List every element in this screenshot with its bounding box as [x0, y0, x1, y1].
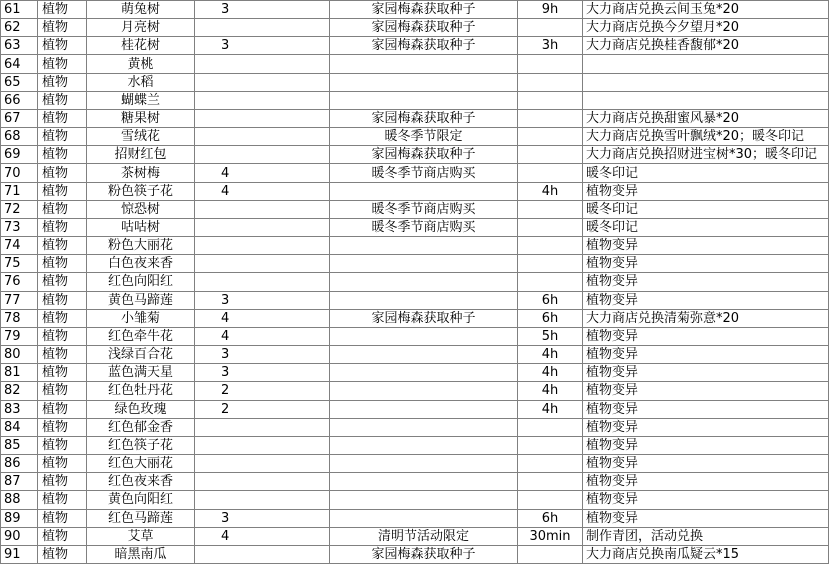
table-row: [1, 292, 829, 310]
category-cell[interactable]: 植物: [38, 183, 87, 201]
category-cell[interactable]: 植物: [38, 382, 87, 400]
exchange-note-cell[interactable]: 植物变异: [583, 183, 829, 201]
source-cell[interactable]: 家园梅森获取种子: [330, 146, 518, 164]
plant-name-cell[interactable]: 黄色向阳红: [87, 491, 195, 509]
quantity-cell[interactable]: 4: [195, 328, 330, 346]
plant-name-cell[interactable]: 月亮树: [87, 19, 195, 37]
quantity-cell[interactable]: [195, 237, 330, 255]
table-row: [1, 110, 829, 128]
quantity-cell[interactable]: 3: [195, 1, 330, 19]
source-cell[interactable]: [330, 328, 518, 346]
source-cell[interactable]: [330, 401, 518, 419]
row-number-cell[interactable]: 87: [1, 473, 38, 491]
category-cell[interactable]: 植物: [38, 491, 87, 509]
category-cell[interactable]: 植物: [38, 219, 87, 237]
row-number-cell[interactable]: 69: [1, 146, 38, 164]
category-cell[interactable]: 植物: [38, 92, 87, 110]
source-cell[interactable]: [330, 237, 518, 255]
source-cell[interactable]: 暖冬季节商店购买: [330, 219, 518, 237]
growth-time-cell[interactable]: 9h: [518, 1, 583, 19]
source-cell[interactable]: 家园梅森获取种子: [330, 110, 518, 128]
table-row: [1, 255, 829, 273]
quantity-cell[interactable]: [195, 128, 330, 146]
table-row: [1, 128, 829, 146]
plant-name-cell[interactable]: 红色向阳红: [87, 273, 195, 291]
growth-time-cell[interactable]: 6h: [518, 292, 583, 310]
row-number-cell[interactable]: 81: [1, 364, 38, 382]
source-cell[interactable]: [330, 455, 518, 473]
exchange-note-cell[interactable]: 大力商店兑换招财进宝树*30；暖冬印记: [583, 146, 829, 164]
growth-time-cell[interactable]: [518, 74, 583, 92]
growth-time-cell[interactable]: 4h: [518, 382, 583, 400]
growth-time-cell[interactable]: [518, 92, 583, 110]
exchange-note-cell[interactable]: 大力商店兑换清菊弥意*20: [583, 310, 829, 328]
source-cell[interactable]: [330, 382, 518, 400]
growth-time-cell[interactable]: [518, 19, 583, 37]
plant-name-cell[interactable]: 暗黑南瓜: [87, 546, 195, 564]
growth-time-cell[interactable]: [518, 473, 583, 491]
table-row: [1, 37, 829, 55]
table-row: [1, 146, 829, 164]
source-cell[interactable]: [330, 74, 518, 92]
plant-name-cell[interactable]: 粉色筷子花: [87, 183, 195, 201]
category-cell[interactable]: 植物: [38, 419, 87, 437]
table-row: [1, 183, 829, 201]
plant-name-cell[interactable]: 雪绒花: [87, 128, 195, 146]
category-cell[interactable]: 植物: [38, 346, 87, 364]
source-cell[interactable]: 家园梅森获取种子: [330, 310, 518, 328]
quantity-cell[interactable]: 4: [195, 528, 330, 546]
row-number-cell[interactable]: 82: [1, 382, 38, 400]
exchange-note-cell[interactable]: 植物变异: [583, 473, 829, 491]
quantity-cell[interactable]: 2: [195, 401, 330, 419]
row-number-cell[interactable]: 74: [1, 237, 38, 255]
category-cell[interactable]: 植物: [38, 255, 87, 273]
exchange-note-cell[interactable]: 植物变异: [583, 437, 829, 455]
category-cell[interactable]: 植物: [38, 237, 87, 255]
category-cell[interactable]: 植物: [38, 37, 87, 55]
table-row: [1, 237, 829, 255]
plant-name-cell[interactable]: 白色夜来香: [87, 255, 195, 273]
exchange-note-cell[interactable]: 植物变异: [583, 510, 829, 528]
exchange-note-cell[interactable]: 大力商店兑换桂香馥郁*20: [583, 37, 829, 55]
plant-name-cell[interactable]: 红色牡丹花: [87, 382, 195, 400]
exchange-note-cell[interactable]: 大力商店兑换南瓜疑云*15: [583, 546, 829, 564]
quantity-cell[interactable]: 2: [195, 382, 330, 400]
table-row: [1, 546, 829, 564]
exchange-note-cell[interactable]: 制作青团，活动兑换: [583, 528, 829, 546]
category-cell[interactable]: 植物: [38, 146, 87, 164]
plant-name-cell[interactable]: 红色大丽花: [87, 455, 195, 473]
table-row: [1, 328, 829, 346]
growth-time-cell[interactable]: [518, 255, 583, 273]
row-number-cell[interactable]: 78: [1, 310, 38, 328]
growth-time-cell[interactable]: 6h: [518, 310, 583, 328]
source-cell[interactable]: [330, 491, 518, 509]
plant-name-cell[interactable]: 招财红包: [87, 146, 195, 164]
quantity-cell[interactable]: [195, 455, 330, 473]
source-cell[interactable]: [330, 473, 518, 491]
exchange-note-cell[interactable]: 植物变异: [583, 491, 829, 509]
exchange-note-cell[interactable]: 植物变异: [583, 364, 829, 382]
plant-name-cell[interactable]: 萌兔树: [87, 1, 195, 19]
source-cell[interactable]: 家园梅森获取种子: [330, 37, 518, 55]
exchange-note-cell[interactable]: [583, 92, 829, 110]
quantity-cell[interactable]: 3: [195, 510, 330, 528]
plant-name-cell[interactable]: 浅绿百合花: [87, 346, 195, 364]
table-row: [1, 74, 829, 92]
category-cell[interactable]: 植物: [38, 273, 87, 291]
growth-time-cell[interactable]: [518, 146, 583, 164]
source-cell[interactable]: 清明节活动限定: [330, 528, 518, 546]
quantity-cell[interactable]: [195, 201, 330, 219]
growth-time-cell[interactable]: [518, 437, 583, 455]
exchange-note-cell[interactable]: 暖冬印记: [583, 219, 829, 237]
exchange-note-cell[interactable]: 植物变异: [583, 346, 829, 364]
quantity-cell[interactable]: [195, 92, 330, 110]
quantity-cell[interactable]: 3: [195, 292, 330, 310]
table-row: [1, 455, 829, 473]
plant-name-cell[interactable]: 红色郁金香: [87, 419, 195, 437]
row-number-cell[interactable]: 77: [1, 292, 38, 310]
row-number-cell[interactable]: 63: [1, 37, 38, 55]
row-number-cell[interactable]: 68: [1, 128, 38, 146]
category-cell[interactable]: 植物: [38, 292, 87, 310]
growth-time-cell[interactable]: 6h: [518, 510, 583, 528]
growth-time-cell[interactable]: [518, 546, 583, 564]
source-cell[interactable]: 暖冬季节限定: [330, 128, 518, 146]
source-cell[interactable]: [330, 183, 518, 201]
quantity-cell[interactable]: [195, 437, 330, 455]
category-cell[interactable]: 植物: [38, 364, 87, 382]
quantity-cell[interactable]: 4: [195, 183, 330, 201]
quantity-cell[interactable]: 3: [195, 346, 330, 364]
row-number-cell[interactable]: 72: [1, 201, 38, 219]
category-cell[interactable]: 植物: [38, 128, 87, 146]
growth-time-cell[interactable]: 4h: [518, 346, 583, 364]
quantity-cell[interactable]: [195, 219, 330, 237]
row-number-cell[interactable]: 89: [1, 510, 38, 528]
exchange-note-cell[interactable]: 植物变异: [583, 401, 829, 419]
quantity-cell[interactable]: 4: [195, 310, 330, 328]
table-row: [1, 419, 829, 437]
growth-time-cell[interactable]: [518, 201, 583, 219]
exchange-note-cell[interactable]: [583, 55, 829, 73]
quantity-cell[interactable]: [195, 473, 330, 491]
plant-name-cell[interactable]: 水稻: [87, 74, 195, 92]
plant-name-cell[interactable]: 咕咕树: [87, 219, 195, 237]
source-cell[interactable]: 家园梅森获取种子: [330, 1, 518, 19]
quantity-cell[interactable]: [195, 491, 330, 509]
exchange-note-cell[interactable]: 植物变异: [583, 292, 829, 310]
row-number-cell[interactable]: 75: [1, 255, 38, 273]
table-row: [1, 164, 829, 182]
category-cell[interactable]: 植物: [38, 1, 87, 19]
row-number-cell[interactable]: 67: [1, 110, 38, 128]
table-row: [1, 19, 829, 37]
table-row: [1, 382, 829, 400]
quantity-cell[interactable]: [195, 255, 330, 273]
growth-time-cell[interactable]: [518, 219, 583, 237]
source-cell[interactable]: [330, 92, 518, 110]
growth-time-cell[interactable]: 5h: [518, 328, 583, 346]
category-cell[interactable]: 植物: [38, 201, 87, 219]
table-row: [1, 364, 829, 382]
table-row: [1, 219, 829, 237]
growth-time-cell[interactable]: 4h: [518, 401, 583, 419]
plant-name-cell[interactable]: 绿色玫瑰: [87, 401, 195, 419]
growth-time-cell[interactable]: 3h: [518, 37, 583, 55]
plant-name-cell[interactable]: 小雏菊: [87, 310, 195, 328]
exchange-note-cell[interactable]: [583, 74, 829, 92]
table-row: [1, 1, 829, 19]
category-cell[interactable]: 植物: [38, 19, 87, 37]
growth-time-cell[interactable]: [518, 455, 583, 473]
exchange-note-cell[interactable]: 暖冬印记: [583, 164, 829, 182]
growth-time-cell[interactable]: [518, 164, 583, 182]
exchange-note-cell[interactable]: 植物变异: [583, 419, 829, 437]
row-number-cell[interactable]: 64: [1, 55, 38, 73]
row-number-cell[interactable]: 76: [1, 273, 38, 291]
row-number-cell[interactable]: 65: [1, 74, 38, 92]
plant-name-cell[interactable]: 粉色大丽花: [87, 237, 195, 255]
category-cell[interactable]: 植物: [38, 455, 87, 473]
table-row: [1, 346, 829, 364]
category-cell[interactable]: 植物: [38, 328, 87, 346]
category-cell[interactable]: 植物: [38, 546, 87, 564]
row-number-cell[interactable]: 79: [1, 328, 38, 346]
category-cell[interactable]: 植物: [38, 510, 87, 528]
exchange-note-cell[interactable]: 植物变异: [583, 255, 829, 273]
table-row: [1, 310, 829, 328]
growth-time-cell[interactable]: [518, 237, 583, 255]
plant-name-cell[interactable]: 桂花树: [87, 37, 195, 55]
row-number-cell[interactable]: 62: [1, 19, 38, 37]
source-cell[interactable]: [330, 55, 518, 73]
exchange-note-cell[interactable]: 植物变异: [583, 237, 829, 255]
growth-time-cell[interactable]: [518, 128, 583, 146]
plant-name-cell[interactable]: 红色筷子花: [87, 437, 195, 455]
row-number-cell[interactable]: 91: [1, 546, 38, 564]
table-row: [1, 92, 829, 110]
row-number-cell[interactable]: 80: [1, 346, 38, 364]
exchange-note-cell[interactable]: 大力商店兑换甜蜜风暴*20: [583, 110, 829, 128]
row-number-cell[interactable]: 85: [1, 437, 38, 455]
plant-name-cell[interactable]: 惊恐树: [87, 201, 195, 219]
quantity-cell[interactable]: [195, 546, 330, 564]
category-cell[interactable]: 植物: [38, 164, 87, 182]
row-number-cell[interactable]: 88: [1, 491, 38, 509]
plant-name-cell[interactable]: 糖果树: [87, 110, 195, 128]
row-number-cell[interactable]: 86: [1, 455, 38, 473]
exchange-note-cell[interactable]: 大力商店兑换今夕望月*20: [583, 19, 829, 37]
table-row: [1, 401, 829, 419]
exchange-note-cell[interactable]: 大力商店兑换雪叶飘绒*20；暖冬印记: [583, 128, 829, 146]
category-cell[interactable]: 植物: [38, 310, 87, 328]
table-row: [1, 528, 829, 546]
table-row: [1, 473, 829, 491]
row-number-cell[interactable]: 73: [1, 219, 38, 237]
source-cell[interactable]: [330, 255, 518, 273]
category-cell[interactable]: 植物: [38, 437, 87, 455]
plant-name-cell[interactable]: 蝴蝶兰: [87, 92, 195, 110]
plant-name-cell[interactable]: 蓝色满天星: [87, 364, 195, 382]
row-number-cell[interactable]: 90: [1, 528, 38, 546]
category-cell[interactable]: 植物: [38, 74, 87, 92]
source-cell[interactable]: 暖冬季节商店购买: [330, 201, 518, 219]
source-cell[interactable]: [330, 437, 518, 455]
source-cell[interactable]: [330, 273, 518, 291]
row-number-cell[interactable]: 61: [1, 1, 38, 19]
quantity-cell[interactable]: [195, 19, 330, 37]
category-cell[interactable]: 植物: [38, 55, 87, 73]
table-row: [1, 273, 829, 291]
growth-time-cell[interactable]: [518, 273, 583, 291]
plant-name-cell[interactable]: 黄桃: [87, 55, 195, 73]
growth-time-cell[interactable]: 4h: [518, 183, 583, 201]
category-cell[interactable]: 植物: [38, 528, 87, 546]
table-row: [1, 510, 829, 528]
table-row: [1, 491, 829, 509]
growth-time-cell[interactable]: [518, 419, 583, 437]
category-cell[interactable]: 植物: [38, 473, 87, 491]
growth-time-cell[interactable]: 4h: [518, 364, 583, 382]
table-row: [1, 437, 829, 455]
source-cell[interactable]: [330, 364, 518, 382]
table-row: [1, 55, 829, 73]
exchange-note-cell[interactable]: 植物变异: [583, 273, 829, 291]
exchange-note-cell[interactable]: 暖冬印记: [583, 201, 829, 219]
row-number-cell[interactable]: 70: [1, 164, 38, 182]
row-number-cell[interactable]: 84: [1, 419, 38, 437]
quantity-cell[interactable]: [195, 55, 330, 73]
quantity-cell[interactable]: [195, 273, 330, 291]
quantity-cell[interactable]: 3: [195, 37, 330, 55]
source-cell[interactable]: [330, 346, 518, 364]
row-number-cell[interactable]: 83: [1, 401, 38, 419]
exchange-note-cell[interactable]: 大力商店兑换云间玉兔*20: [583, 1, 829, 19]
growth-time-cell[interactable]: [518, 491, 583, 509]
source-cell[interactable]: 家园梅森获取种子: [330, 546, 518, 564]
quantity-cell[interactable]: [195, 74, 330, 92]
plant-name-cell[interactable]: 红色马蹄莲: [87, 510, 195, 528]
category-cell[interactable]: 植物: [38, 401, 87, 419]
source-cell[interactable]: [330, 419, 518, 437]
quantity-cell[interactable]: [195, 110, 330, 128]
quantity-cell[interactable]: 3: [195, 364, 330, 382]
row-number-cell[interactable]: 66: [1, 92, 38, 110]
plant-name-cell[interactable]: 红色牵牛花: [87, 328, 195, 346]
row-number-cell[interactable]: 71: [1, 183, 38, 201]
exchange-note-cell[interactable]: 植物变异: [583, 328, 829, 346]
plant-name-cell[interactable]: 红色夜来香: [87, 473, 195, 491]
source-cell[interactable]: [330, 510, 518, 528]
quantity-cell[interactable]: [195, 419, 330, 437]
plant-name-cell[interactable]: 茶树梅: [87, 164, 195, 182]
quantity-cell[interactable]: 4: [195, 164, 330, 182]
growth-time-cell[interactable]: 30min: [518, 528, 583, 546]
table-row: [1, 201, 829, 219]
source-cell[interactable]: 暖冬季节商店购买: [330, 164, 518, 182]
growth-time-cell[interactable]: [518, 55, 583, 73]
exchange-note-cell[interactable]: 植物变异: [583, 455, 829, 473]
category-cell[interactable]: 植物: [38, 110, 87, 128]
plant-name-cell[interactable]: 黄色马蹄莲: [87, 292, 195, 310]
exchange-note-cell[interactable]: 植物变异: [583, 382, 829, 400]
quantity-cell[interactable]: [195, 146, 330, 164]
plant-name-cell[interactable]: 艾草: [87, 528, 195, 546]
source-cell[interactable]: [330, 292, 518, 310]
source-cell[interactable]: 家园梅森获取种子: [330, 19, 518, 37]
growth-time-cell[interactable]: [518, 110, 583, 128]
